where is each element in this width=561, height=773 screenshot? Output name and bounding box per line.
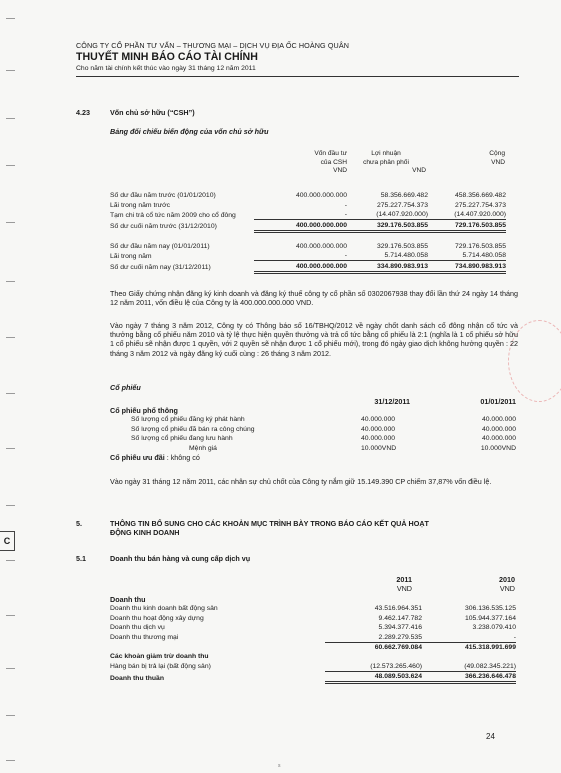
table-row: Doanh thu dịch vụ 5.394.377.416 3.238.079.410 <box>110 624 516 632</box>
section-subtitle: Bảng đối chiếu biến động của vốn chủ sở hữu <box>110 127 269 136</box>
table-row: Doanh thu thuần 48.089.503.624 366.236.646.478 <box>110 673 516 682</box>
col-header-capital: Vốn đầu tư của CSH VND <box>314 150 347 175</box>
page-number: 24 <box>486 732 495 741</box>
shares-col-2011: 31/12/2011 <box>374 397 410 406</box>
document-title: THUYẾT MINH BÁO CÁO TÀI CHÍNH <box>76 51 258 63</box>
table-row: Mệnh giá 10.000VND 10.000VND <box>189 444 516 452</box>
binder-mark: C <box>0 531 15 551</box>
revenue-heading: Doanh thu <box>110 595 146 604</box>
document-subtitle: Cho năm tài chính kết thúc vào ngày 31 tháng 12 năm 2011 <box>76 65 256 72</box>
section-5-number: 5. <box>76 519 82 528</box>
revenue-col-2010: 2010 VND <box>499 575 515 594</box>
table-row: Doanh thu kinh doanh bất động sản 43.516.964.351 306.136.535.125 <box>110 605 516 613</box>
table-row: Hàng bán bị trả lại (bất động sản) (12.573.265.460) (49.082.345.221) <box>110 662 516 671</box>
revenue-col-2011: 2011 VND <box>396 575 412 594</box>
table-row: Lãi trong năm trước - 275.227.754.373 275.227.754.373 <box>110 201 506 209</box>
charter-capital-paragraph: Theo Giấy chứng nhận đăng ký kinh doanh và đăng ký thuế công ty cổ phần số 0302067938 thay đổi lần thứ 24 ngày 14 tháng 12 năm 2011, vốn điều lệ của Công ty là 400.000.000.000 VND. <box>110 289 518 308</box>
table-row: Lãi trong năm - 5.714.480.058 5.714.480.058 <box>110 252 506 260</box>
shares-heading: Cổ phiếu <box>110 383 141 392</box>
table-row: Số dư đầu năm trước (01/01/2010) 400.000.000.000 58.356.669.482 458.356.669.482 <box>110 192 506 200</box>
common-shares-heading: Cổ phiếu phổ thông <box>110 406 178 415</box>
preferred-shares-line: Cổ phiếu ưu đãi : không có <box>110 453 200 462</box>
table-row: Các khoản giảm trừ doanh thu <box>110 653 209 661</box>
table-row: Tạm chi trả cổ tức năm 2009 cho cổ đông - (14.407.920.000) (14.407.920.000) <box>110 211 506 219</box>
footer-mark: s <box>278 763 281 769</box>
col-header-total: Cộng VND <box>489 150 505 166</box>
section-51-number: 5.1 <box>76 554 86 563</box>
shares-col-2010: 01/01/2011 <box>480 397 516 406</box>
table-row: Số dư cuối năm nay (31/12/2011) 400.000.000.000 334.890.983.913 734.890.983.913 <box>110 262 506 272</box>
section-51-title: Doanh thu bán hàng và cung cấp dịch vụ <box>110 554 251 563</box>
header-rule <box>76 76 519 77</box>
section-5-title: THÔNG TIN BỔ SUNG CHO CÁC KHOẢN MỤC TRÌNH BÀY TRONG BÁO CÁO KẾT QUẢ HOẠT ĐỘNG KINH DOANH <box>110 519 429 538</box>
key-personnel-paragraph: Vào ngày 31 tháng 12 năm 2011, các nhân sự chủ chốt của Công ty nắm giữ 15.149.390 CP chiếm 37,87% vốn điều lệ. <box>110 477 492 486</box>
table-row: Số dư cuối năm trước (31/12/2010) 400.000.000.000 329.176.503.855 729.176.503.855 <box>110 221 506 231</box>
equity-table <box>110 191 506 274</box>
section-number: 4.23 <box>76 108 90 117</box>
table-row: Số lượng cổ phiếu đang lưu hành 40.000.000 40.000.000 <box>131 435 516 443</box>
table-row: Số dư đầu năm nay (01/01/2011) 400.000.000.000 329.176.503.855 729.176.503.855 <box>110 242 506 250</box>
table-row: Số lượng cổ phiếu đã bán ra công chúng 40.000.000 40.000.000 <box>131 425 516 433</box>
company-name: CÔNG TY CỔ PHẦN TƯ VẤN – THƯƠNG MẠI – DỊCH VỤ ĐỊA ỐC HOÀNG QUÂN <box>76 41 350 50</box>
col-header-retained: Lợi nhuận chưa phân phối VND <box>363 150 426 175</box>
table-row: Doanh thu hoạt động xây dựng 9.462.147.782 105.944.377.164 <box>110 614 516 622</box>
section-title: Vốn chủ sở hữu (“CSH”) <box>110 108 195 117</box>
revenue-table <box>110 604 516 684</box>
table-row: 60.662.769.084 415.318.991.699 <box>374 643 516 651</box>
dividend-paragraph: Vào ngày 7 tháng 3 năm 2012, Công ty có Thông báo số 16/TBHQ/2012 về ngày chốt danh sách cổ đông nhận cổ tức và thưởng bằng cổ phiếu năm 2010 và tỷ lệ thực hiện quyền thưởng và trả cổ tức bằng cổ phiếu là 2:1 (nghĩa là 1 cổ phiếu sở hữu 1 cổ phiếu sẽ nhận được 1 quyền, với 2 quyền sẽ nhận được 1 cổ phiếu mới), trong đó ngày giao dịch không hưởng quyền : 22 tháng 3 năm 2012 và ngày đăng ký cuối cùng : 26 tháng 3 năm 2012. <box>110 321 518 358</box>
table-row: Doanh thu thương mại 2.289.279.535 - <box>110 633 516 642</box>
shares-table <box>131 415 516 453</box>
table-row: Số lượng cổ phiếu đăng ký phát hành 40.000.000 40.000.000 <box>131 416 516 424</box>
